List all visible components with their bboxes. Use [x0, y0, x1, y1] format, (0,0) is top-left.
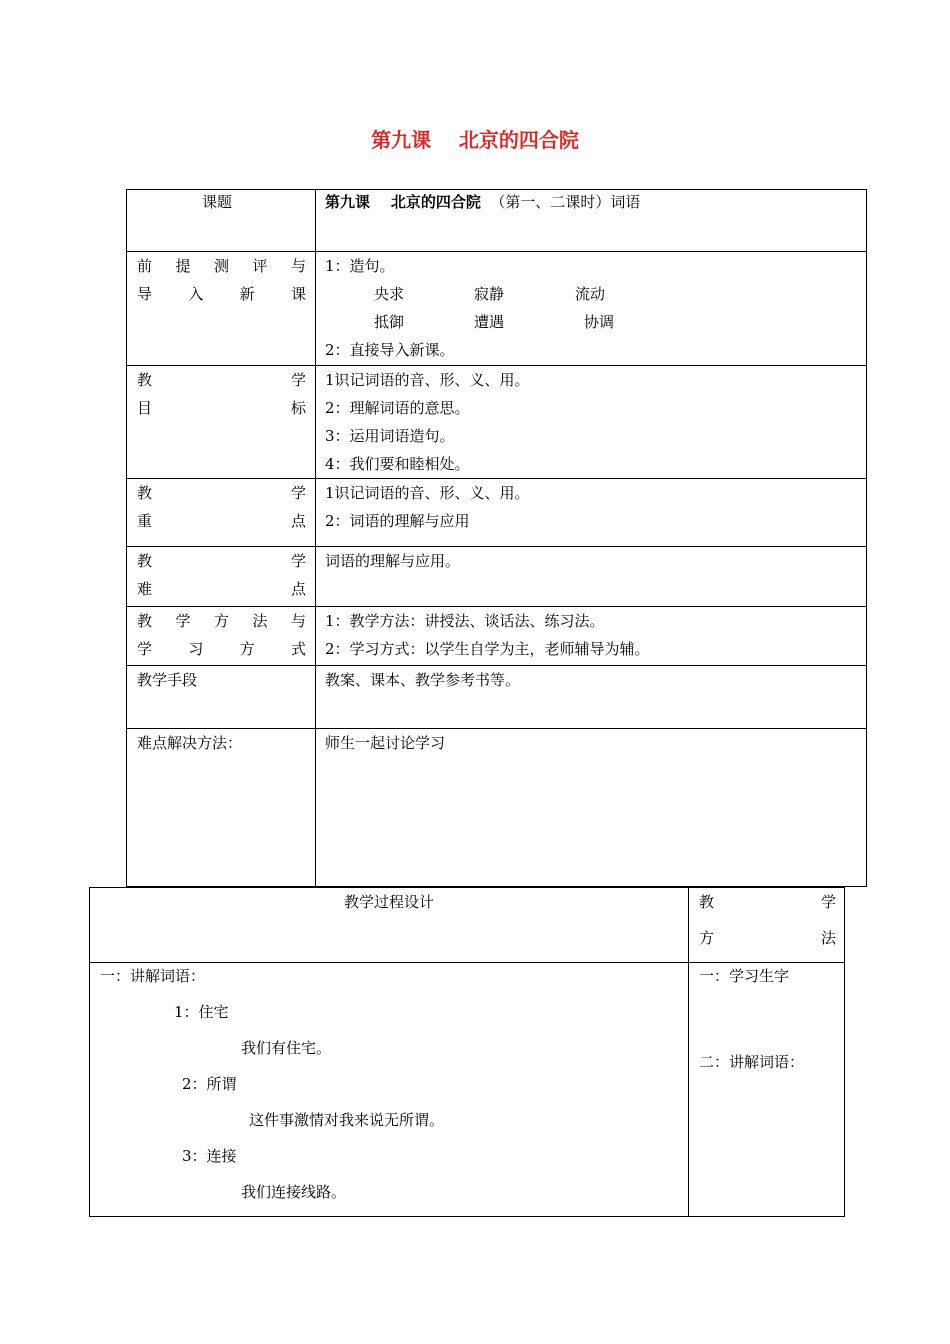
method-1: 1：教学方法：讲授法、谈话法、练习法。	[325, 612, 605, 630]
goal-3: 3：运用词语造句。	[325, 427, 455, 445]
label-solution: 难点解决方法：	[137, 734, 243, 752]
label-goal-line1: 教 学	[137, 371, 306, 389]
table-row	[127, 252, 867, 366]
example-sentence-2: 这件事激情对我来说无所谓。	[249, 1111, 445, 1129]
word-item-3: 3：连接	[182, 1147, 237, 1165]
label-means: 教学手段	[137, 671, 198, 689]
label-pretest-line2: 导 入 新 课	[137, 285, 306, 303]
lesson-title: 第九课 北京的四合院	[325, 193, 481, 211]
word-item-2: 2：所谓	[182, 1075, 237, 1093]
solution-content: 师生一起讨论学习	[325, 734, 446, 752]
table-row	[127, 729, 867, 887]
method-item-1: 一：学习生字	[699, 967, 790, 985]
method-item-2: 二：讲解词语：	[699, 1053, 805, 1071]
teaching-process-table	[89, 887, 845, 1217]
table-row	[90, 963, 845, 1217]
word-item-1: 1：住宅	[174, 1003, 229, 1021]
focus-1: 1识记词语的音、形、义、用。	[325, 484, 530, 502]
goal-1: 1识记词语的音、形、义、用。	[325, 371, 530, 389]
table-row	[127, 547, 867, 607]
table-row	[90, 888, 845, 963]
means-content: 教案、课本、教学参考书等。	[325, 671, 521, 689]
lesson-period: （第一、二课时）词语	[480, 193, 641, 211]
method-header-line1: 教 学	[699, 893, 836, 911]
table-row	[127, 366, 867, 479]
intro-task: 2：直接导入新课。	[325, 341, 455, 359]
method-2: 2：学习方式：以学生自学为主，老师辅导为辅。	[325, 640, 650, 658]
label-method-line1: 教 学 方 法 与	[137, 612, 306, 630]
focus-2: 2：词语的理解与应用	[325, 512, 470, 530]
label-goal-line2: 目 标	[137, 399, 306, 417]
table-row	[127, 190, 867, 252]
method-header-line2: 方 法	[699, 929, 836, 947]
sentence-task: 1：造句。	[325, 257, 395, 275]
goal-2: 2：理解词语的意思。	[325, 399, 470, 417]
label-method-line2: 学 习 方 式	[137, 640, 306, 658]
table-row	[127, 666, 867, 729]
word-row-2: 抵御 遭遇 协调	[374, 313, 615, 331]
table-row	[127, 479, 867, 547]
label-difficulty-line2: 难 点	[137, 580, 306, 598]
label-pretest-line1: 前 提 测 评 与	[137, 257, 306, 275]
table-row	[127, 607, 867, 666]
word-row-1: 央求 寂静 流动	[374, 285, 606, 303]
label-topic: 课题	[201, 193, 232, 211]
goal-4: 4：我们要和睦相处。	[325, 455, 470, 473]
example-sentence-3: 我们连接线路。	[241, 1183, 347, 1201]
label-difficulty-line1: 教 学	[137, 552, 306, 570]
example-sentence-1: 我们有住宅。	[241, 1039, 332, 1057]
process-header: 教学过程设计	[343, 893, 434, 911]
process-step-heading: 一：讲解词语：	[100, 967, 206, 985]
label-focus-line2: 重 点	[137, 512, 306, 530]
difficulty-1: 词语的理解与应用。	[325, 552, 461, 570]
lesson-info-table	[126, 189, 867, 887]
label-focus-line1: 教 学	[137, 484, 306, 502]
page-title: 第九课 北京的四合院	[371, 128, 579, 152]
